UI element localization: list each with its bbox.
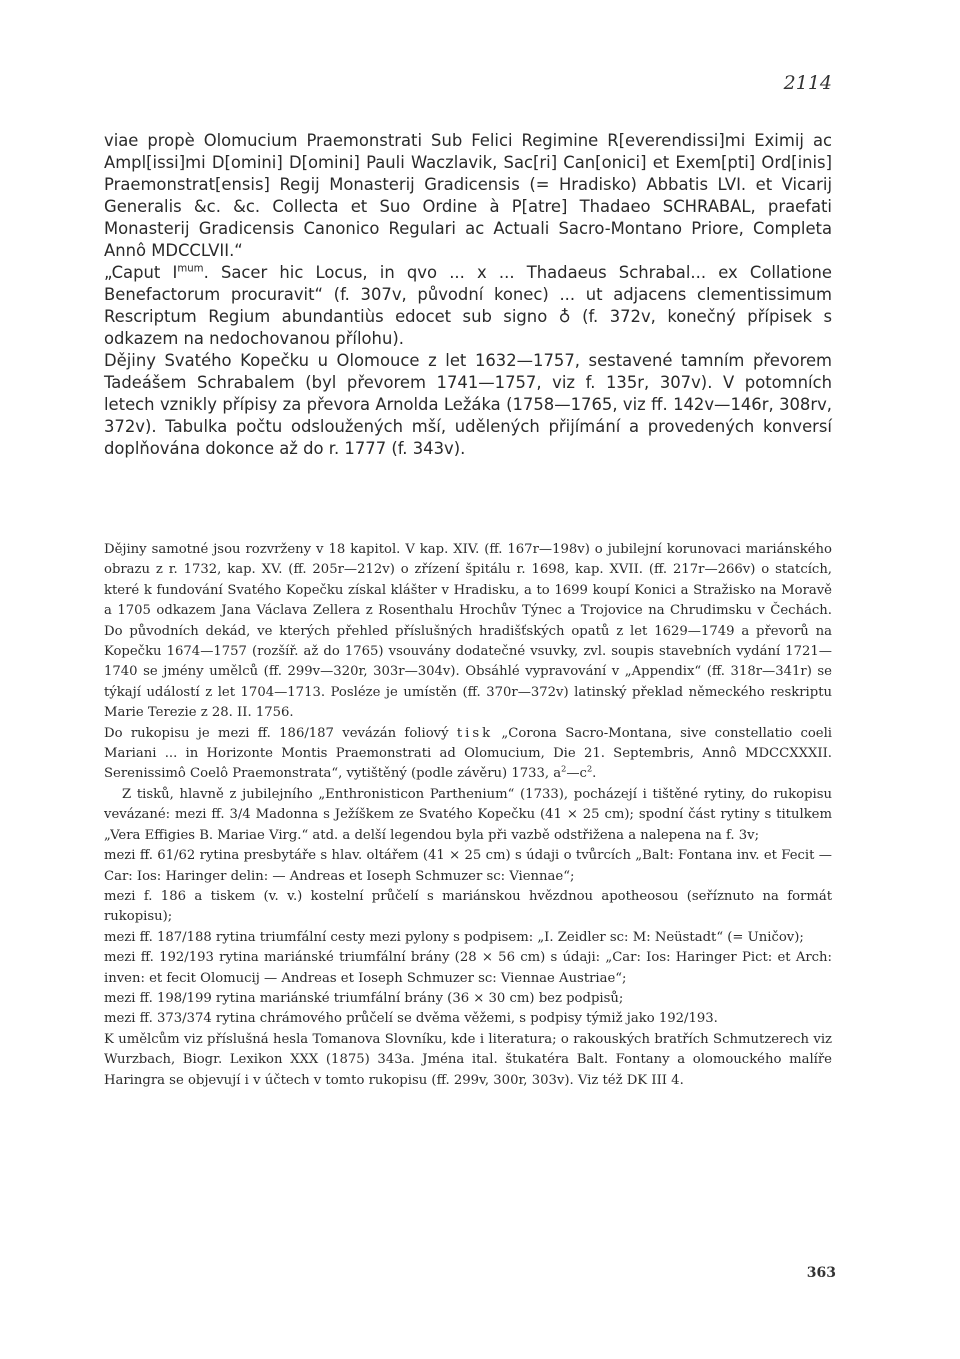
note-engraving-presbytery: mezi ff. 61/62 rytina presbytáře s hlav. oltářem (41 × 25 cm) s údaji o tvůrcích „Balt: Fontana inv. et Fecit — Car: Ios: Haringer delin: — Andreas et Ioseph Schmuzer sc: Viennae“; <box>104 848 832 884</box>
caput-superscript: mum <box>177 263 204 275</box>
caput-start: „Caput I <box>104 263 178 282</box>
note-engraving-church: mezi ff. 373/374 rytina chrámového průčelí se dvěma věžemi, s podpisy týmiž jako 192/193. <box>104 1011 718 1027</box>
note-engravings-intro: Z tisků, hlavně z jubilejního „Enthronisticon Parthenium“ (1733), pocházejí i tištěné rytiny, do rukopisu vevázané: mezi ff. 3/4 Madonna s Ježíškem ze Svatého Kopečku (41 × 25 cm); spodní část rytiny s titulkem „Vera Effigies B. Mariae Virg.“ atd. a delší legendou byla při vazbě odstřižena a nalepena na f. 3v; <box>104 786 832 843</box>
note-print-sup-1: 2 <box>561 764 567 775</box>
note-print-spaced: tisk <box>456 725 494 741</box>
page-number: 2114 <box>783 72 832 94</box>
note-print-sup-2: 2 <box>586 764 593 775</box>
note-engraving-triumphal-way: mezi ff. 187/188 rytina triumfální cesty mezi pylony s podpisem: „I. Zeidler sc: M: Neüstadt“ (= Uničov); <box>104 929 804 945</box>
footer-page-number: 363 <box>806 1265 836 1281</box>
note-artists: K umělcům viz příslušná hesla Tomanova Slovníku, kde i literatura; o rakouských bratřích Schmutzerech viz Wurzbach, Biogr. Lexikon XXX (1875) 343a. Jména ital. štukatéra Balt. Fontany a olomouckého malíře Haringra se objevují i v účtech v tomto rukopisu (ff. 299v, 300r, 303v). Viz též DK III 4. <box>104 1031 832 1088</box>
main-paragraph-description: Dějiny Svatého Kopečku u Olomouce z let 1632—1757, sestavené tamním převorem Tadeášem Schrabalem (byl převorem 1741—1757, viz f. 135r, 307v). V potomních letech vznikly přípisy za převora Arnolda Ležáka (1758—1765, viz ff. 142v—146r, 308rv, 372v). Tabulka počtu odsloužených mší, udělených přijímání a provedených konversí doplňována dokonce až do r. 1777 (f. 343v). <box>104 351 832 458</box>
caput-rest: . Sacer hic Locus, in qvo ... x ... Thadaeus Schrabal... ex Collatione Benefactorum procuravit“ (f. 307v, původní konec) ... ut adjacens clementissimum Rescriptum Regium abundantiùs edocet sub signo ♁ (f. 372v, konečný přípisek s odkazem na nedochovanou přílohu). <box>104 263 832 348</box>
notes-section <box>104 540 832 1091</box>
note-chapters: Dějiny samotné jsou rozvrženy v 18 kapitol. V kap. XIV. (ff. 167r—198v) o jubilejní korunovaci mariánského obrazu z r. 1732, kap. XV. (ff. 205r—212v) o zřízení špitálu r. 1698, kap. XVII. (ff. 217r—266v) o statcích, které k fundování Svatého Kopečku získal klášter v Hradisku, a to 1699 koupí Konici a Stražisko na Moravě a 1705 odkazem Jana Václava Zellera z Rosenthalu Hrochův Týnec a Trojovice na Chrudimsku v Čechách. Do původních dekád, ve kterých přehled příslušných hradišťských opatů z let 1629—1749 a převorů na Kopečku 1674—1757 (rozšíř. až do 1765) vsouvány dodatečné vsuvky, zvl. soupis stavebních vydání 1721—1740 se jmény umělců (ff. 299v—320r, 303r—304v). Obsáhlé vypravování v „Appendix“ (ff. 318r—341r) se týkají událostí z let 1704—1713. Posléze je umístěn (ff. 370r—372v) latinský překlad německého reskriptu Marie Terezie z 28. II. 1756. <box>104 542 832 721</box>
note-print-text-end: . <box>592 766 597 782</box>
note-print-text-mid: —c <box>566 766 587 782</box>
note-engraving-gate-2: mezi ff. 198/199 rytina mariánské triumfální brány (36 × 30 cm) bez podpisů; <box>104 990 624 1006</box>
note-engraving-facade: mezi f. 186 a tiskem (v. v.) kostelní průčelí s mariánskou hvězdnou apotheosou (seříznuto na formát rukopisu); <box>104 888 832 925</box>
note-print-text-b: „Corona Sacro-Montana, sive constellatio coeli Mariani ... in Horizonte Montis Praemonstrati ad Olomucium, Die 21. Septembris, Annô MDCCXXXII. Serenissimô Coelô Praemonstrata“, vytištěný (podle závěru) 1733, a <box>104 725 833 782</box>
main-paragraph-title: viae propè Olomucium Praemonstrati Sub Felici Regimine R[everendissi]mi Eximij ac Ampl[issi]mi D[omini] D[omini] Pauli Waczlavik, Sac[ri] Can[onici] et Exem[pti] Ord[inis] Praemonstrat[ensis] Regij Monasterij Gradicensis (= Hradisko) Abbatis LVI. et Vicarij Generalis &c. &c. Collecta et Suo Ordine à P[atre] Thadaeo SCHRABAL, praefati Monasterij Gradicensis Canonico Regulari ac Actuali Sacro-Montano Priore, Completa Annô MDCCLVII.“ <box>104 131 832 260</box>
main-text <box>104 130 832 460</box>
main-paragraph-caput <box>104 262 832 350</box>
note-print <box>104 724 832 785</box>
note-print-text-a: Do rukopisu je mezi ff. 186/187 vevázán foliový <box>104 725 457 741</box>
note-engraving-gate-1: mezi ff. 192/193 rytina mariánské triumfální brány (28 × 56 cm) s údaji: „Car: Ios: Haringer Pict: et Arch: inven: et fecit Olomucij — Andreas et Ioseph Schmuzer sc: Viennae Austriae“; <box>104 950 832 986</box>
